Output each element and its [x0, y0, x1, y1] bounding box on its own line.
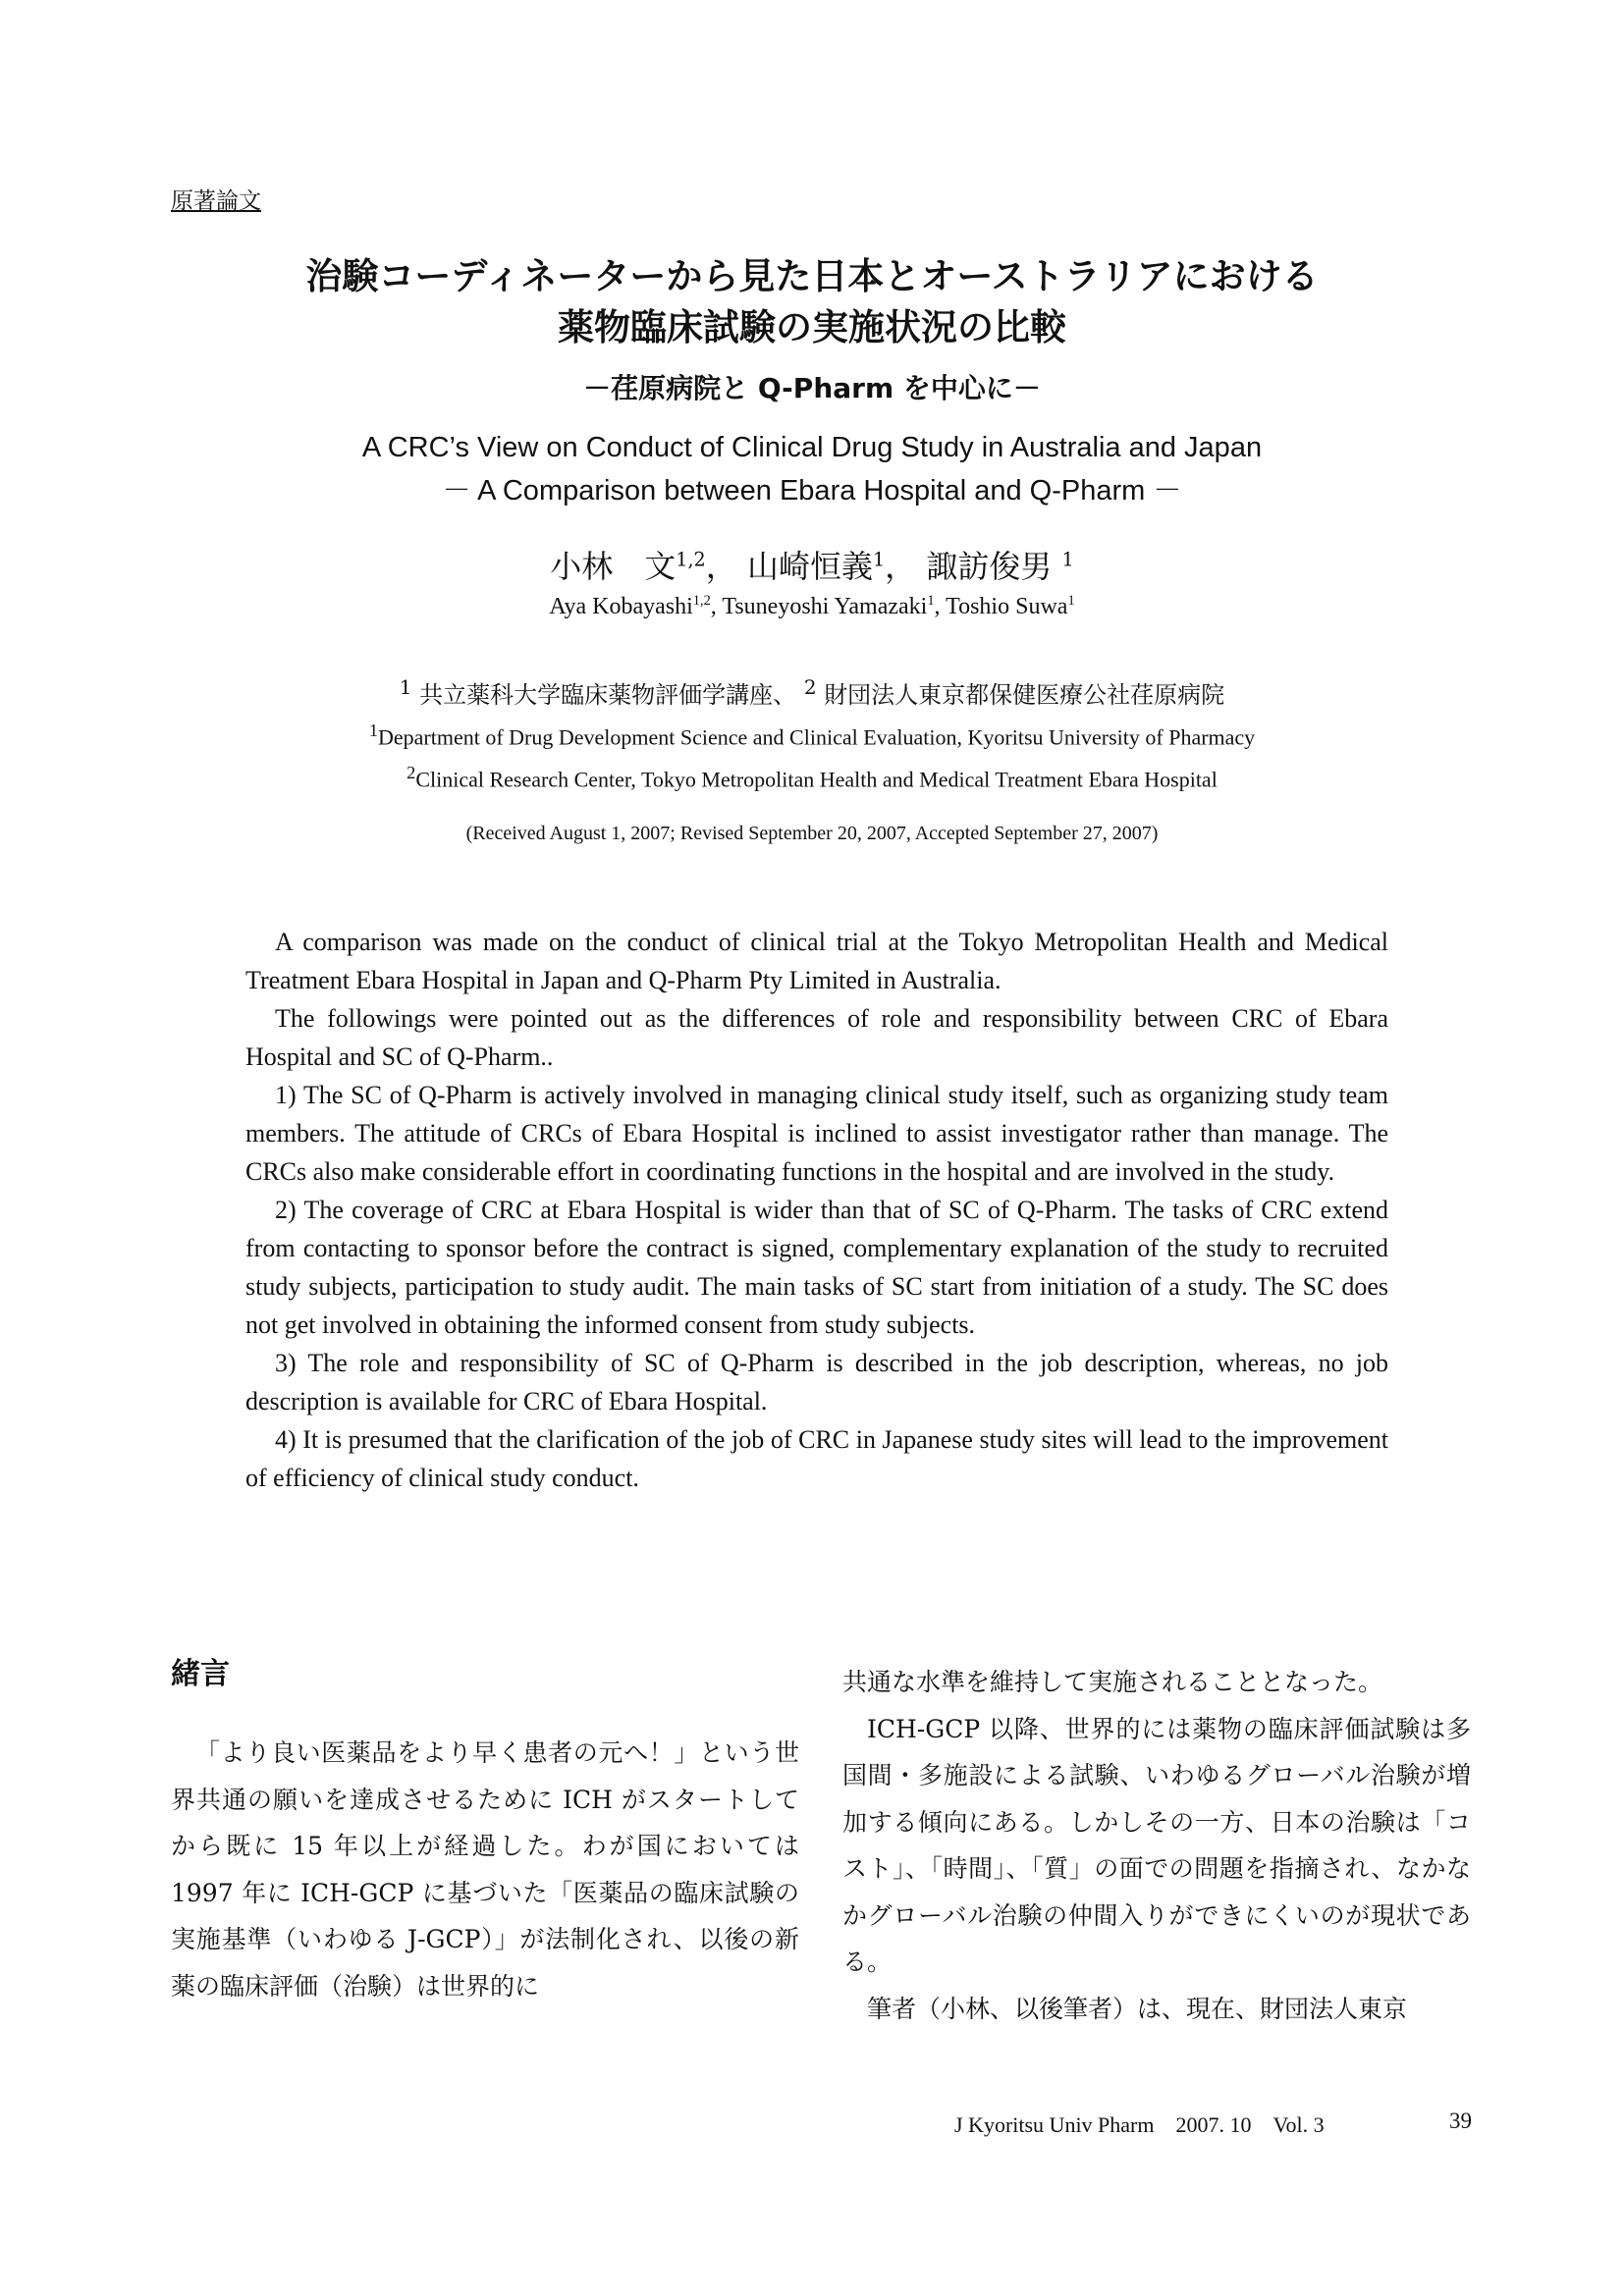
author-jp-name: 山崎恒義: [746, 548, 873, 585]
affiliation-jp-text: 財団法人東京都保健医療公社荏原病院: [824, 681, 1225, 709]
body-paragraph: 筆者（小林、以後筆者）は、現在、財団法人東京: [867, 1994, 1408, 2023]
authors-english: [0, 593, 1624, 620]
affiliation-jp-mark: 2: [803, 675, 817, 699]
body-paragraph: 「より良い医薬品をより早く患者の元へ！」という世界共通の願いを達成させるために ICH がスタートしてから既に 15 年以上が経過した。わが国においては 1997 年に ICH-GCP に基づいた「医薬品の臨床試験の実施基準（いわゆる J-GCP）」が法制化され、以後の新薬の臨床評価（治験）は世界的に: [171, 1738, 799, 2001]
author-jp-affiliation-mark: 1,2: [676, 548, 706, 571]
affiliation-en-text: Department of Drug Development Science and Clinical Evaluation, Kyoritsu University of Pharmacy: [377, 724, 1256, 750]
title-english: [0, 426, 1624, 512]
title-japanese-line-1: 治験コーディネーターから見た日本とオーストラリアにおける: [305, 255, 1319, 297]
affiliation-jp-text: 共立薬科大学臨床薬物評価学講座、: [419, 681, 797, 709]
title-english-line-2: － A Comparison between Ebara Hospital and Q-Pharm －: [442, 475, 1182, 507]
affiliation-en-line: [0, 755, 1624, 797]
author-en-name: Tsuneyoshi Yamazaki: [722, 594, 928, 619]
author-jp-name: 小林 文: [550, 548, 677, 585]
abstract-paragraph: 3) The role and responsibility of SC of Q-Pharm is described in the job description, whereas, no job description is available for CRC of Ebara Hospital.: [245, 1349, 1388, 1415]
body-paragraph: 共通な水準を維持して実施されることとなった。: [842, 1668, 1383, 1696]
title-japanese-line-2: 薬物臨床試験の実施状況の比較: [558, 306, 1066, 348]
article-category: 原著論文: [171, 188, 261, 214]
author-jp-affiliation-mark: 1: [872, 548, 886, 571]
footer-journal-info: J Kyoritsu Univ Pharm 2007. 10 Vol. 3: [954, 2112, 1325, 2137]
author-en-name: Toshio Suwa: [946, 594, 1068, 619]
author-en-name: Aya Kobayashi: [549, 594, 693, 619]
title-japanese: [0, 251, 1624, 353]
affiliations-japanese: [0, 675, 1624, 710]
author-en-affiliation-mark: 1: [1067, 593, 1075, 609]
author-en-separator: ,: [710, 594, 723, 619]
abstract-paragraph: 4) It is presumed that the clarification of the job of CRC in Japanese study sites will lead to the improvement of efficiency of clinical study conduct.: [245, 1425, 1388, 1492]
abstract: [245, 923, 1388, 1497]
author-en-affiliation-mark: 1: [927, 593, 935, 609]
received-dates: (Received August 1, 2007; Revised September 20, 2007, Accepted September 27, 2007): [465, 823, 1159, 844]
page-number: 39: [1449, 2109, 1472, 2133]
author-jp-name: 諏訪俊男: [926, 548, 1053, 585]
body-column-left: [171, 1649, 799, 2009]
title-english-line-1: A CRC’s View on Conduct of Clinical Drug Study in Australia and Japan: [361, 432, 1263, 463]
abstract-paragraph: A comparison was made on the conduct of clinical trial at the Tokyo Metropolitan Health and Medical Treatment Ebara Hospital in Japan and Q-Pharm Pty Limited in Australia.: [245, 928, 1388, 994]
abstract-paragraph: The followings were pointed out as the differences of role and responsibility between CRC of Ebara Hospital and SC of Q-Pharm..: [245, 1004, 1388, 1071]
authors-japanese: [0, 542, 1624, 587]
body-paragraph: ICH-GCP 以降、世界的には薬物の臨床評価試験は多国間・多施設による試験、いわゆるグローバル治験が増加する傾向にある。しかしその一方、日本の治験は「コスト」、「時間」、「質」の面での問題を指摘され、なかなかグローバル治験の仲間入りができにくいのが現状である。: [842, 1714, 1471, 1976]
affiliation-en-line: [0, 713, 1624, 755]
abstract-paragraph: 2) The coverage of CRC at Ebara Hospital is wider than that of SC of Q-Pharm. The tasks of CRC extend from contacting to sponsor before the contract is signed, complementary explanation of the study to recruited study subjects, participation to study audit. The main tasks of SC start from initiation of a study. The SC does not get involved in obtaining the informed consent from study subjects.: [245, 1196, 1388, 1339]
author-en-affiliation-mark: 1,2: [692, 593, 711, 609]
affiliation-en-text: Clinical Research Center, Tokyo Metropolitan Health and Medical Treatment Ebara Hospital: [415, 767, 1218, 792]
affiliations-english: [0, 713, 1624, 798]
author-en-separator: ,: [934, 594, 947, 619]
section-heading-introduction: 緒言: [171, 1657, 230, 1691]
abstract-paragraph: 1) The SC of Q-Pharm is actively involved in managing clinical study itself, such as organizing study team members. The attitude of CRCs of Ebara Hospital is inclined to assist investigator rather than manage. The CRCs also make considerable effort in coordinating functions in the hospital and are involved in the study.: [245, 1081, 1388, 1186]
author-jp-affiliation-mark: 1: [1061, 548, 1074, 571]
author-jp-separator: ，: [885, 548, 917, 585]
body-column-right: [842, 1659, 1471, 2032]
author-jp-separator: ，: [705, 548, 737, 585]
affiliation-en-mark: 2: [406, 763, 416, 783]
affiliation-en-mark: 1: [368, 721, 378, 740]
subtitle-japanese: －荏原病院と Q-Pharm を中心に－: [583, 372, 1041, 404]
affiliation-jp-mark: 1: [399, 675, 412, 699]
